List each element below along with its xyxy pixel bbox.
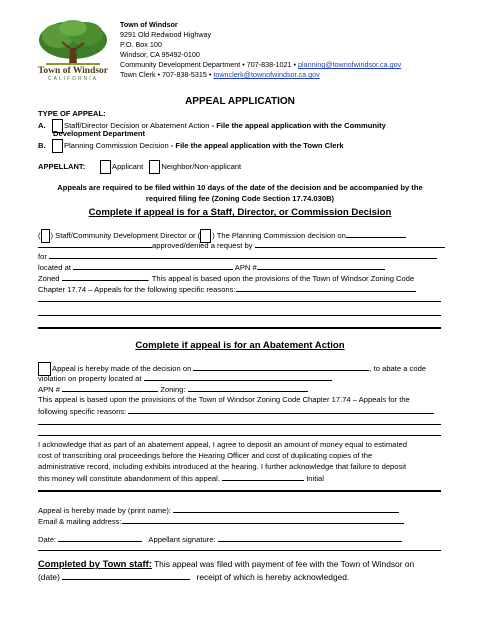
option-a-instruction: - File the appeal application with the Community (211, 121, 386, 130)
print-name-field[interactable] (173, 505, 399, 513)
apn-label: APN # (234, 263, 257, 272)
type-of-appeal-label: TYPE OF APPEAL: (38, 109, 106, 118)
abatement-basis-line: This appeal is based upon the provisions of the Town of Windsor Zoning Code Chapter 17.74 – Appeals for the (38, 395, 410, 404)
for-row (38, 251, 437, 262)
requester-field[interactable] (255, 240, 445, 248)
violation-location-field[interactable] (144, 373, 332, 381)
date-label: Date: (38, 535, 57, 544)
abatement-reasons-label: following specific reasons: (38, 407, 127, 416)
appeal-type-b-checkbox[interactable] (52, 139, 63, 153)
signature-field[interactable] (218, 534, 402, 542)
staff-heading: Completed by Town staff: (38, 558, 152, 569)
staff-date-row (38, 572, 349, 582)
email-address-row (38, 516, 404, 527)
planning-commission-label: ) The Planning Commission decision on (212, 231, 346, 240)
abatement-decision-field[interactable] (193, 363, 369, 371)
page-title: APPEAL APPLICATION (185, 96, 295, 107)
clerk-contact-text: Town Clerk • 707-838-5315 • (120, 70, 214, 79)
violation-label: violation on property located at (38, 374, 142, 383)
abatement-apn-label: APN # (38, 385, 60, 394)
zoned-row (38, 273, 414, 284)
town-logo (36, 18, 110, 82)
acknowledgement-divider (38, 490, 441, 492)
reasons-field[interactable] (236, 284, 416, 292)
for-label: for (38, 252, 47, 261)
cdd-email-link[interactable]: planning@townofwindsor.ca.gov (298, 60, 402, 69)
logo-name: Town of Windsor (37, 66, 109, 76)
apn-field[interactable] (257, 262, 385, 270)
appellant-label: APPELLANT: (38, 162, 86, 171)
abatement-reasons-line-2[interactable] (38, 435, 441, 436)
print-name-label: Appeal is hereby made by (print name): (38, 506, 171, 515)
located-at-label: located at (38, 263, 71, 272)
option-b-instruction: - File the appeal application with the Town Clerk (170, 141, 344, 150)
reasons-label: Chapter 17.74 – Appeals for the following specific reasons: (38, 285, 236, 294)
acknowledgement-line3: administrative record, including exhibits introduced at the hearing. I further acknowledge that failure to deposit (38, 462, 407, 471)
signature-label: Appellant signature: (148, 535, 216, 544)
date-signature-row (38, 534, 402, 545)
reasons-row (38, 284, 416, 295)
staff-date-field[interactable] (62, 572, 190, 580)
abatement-reasons-row (38, 406, 434, 417)
abatement-decision-label: Appeal is hereby made of the decision on (52, 364, 192, 373)
org-name: Town of Windsor (120, 20, 178, 29)
receipt-text: receipt of which is hereby acknowledged. (196, 572, 350, 582)
applicant-checkbox[interactable] (100, 160, 111, 174)
zoned-field[interactable] (62, 273, 148, 281)
applicant-label: Applicant (112, 162, 144, 171)
email-address-field[interactable] (122, 516, 404, 524)
reasons-line-3[interactable] (38, 327, 441, 329)
logo-subtitle: CALIFORNIA (47, 76, 98, 82)
staff-date-label: (date) (38, 572, 60, 582)
violation-row (38, 373, 332, 384)
zoned-label: Zoned (38, 274, 60, 283)
option-a-instruction-cont: Development Department (53, 129, 145, 138)
initial-field[interactable] (222, 473, 304, 481)
appellant-row (38, 160, 241, 174)
email-address-label: Email & mailing address: (38, 517, 122, 526)
oak-tree-icon (36, 18, 110, 66)
section-abatement-heading: Complete if appeal is for an Abatement Action (135, 340, 345, 351)
print-name-row (38, 505, 399, 516)
option-a-letter: A. (38, 121, 46, 130)
request-for-field[interactable] (49, 251, 437, 259)
reasons-line-2[interactable] (38, 315, 441, 316)
staff-filed-text: This appeal was filed with payment of fee with the Town of Windsor on (151, 559, 415, 569)
abatement-apn-field[interactable] (62, 384, 158, 392)
filing-notice-line2: required filing fee (Zoning Code Section 17.74.030B) (145, 194, 335, 203)
clerk-contact (120, 70, 320, 79)
abatement-apn-row (38, 384, 308, 395)
paren-open-1: ( (38, 231, 41, 240)
neighbor-label: Neighbor/Non-applicant (161, 162, 242, 171)
filing-notice-line1: Appeals are required to be filed within 10 days of the date of the decision and be accompanied by the (57, 183, 423, 192)
section-decision-heading: Complete if appeal is for a Staff, Director, or Commission Decision (88, 207, 392, 218)
location-row (38, 262, 385, 273)
neighbor-checkbox[interactable] (149, 160, 160, 174)
cdd-contact-text: Community Development Department • 707-838-1021 • (120, 60, 299, 69)
option-b-letter: B. (38, 141, 46, 150)
approved-denied-label: approved/denied a request by (152, 241, 253, 250)
decision-date-field[interactable] (346, 230, 406, 238)
address-line3: Windsor, CA 95492-0100 (120, 50, 200, 59)
acknowledgement-row4 (38, 473, 324, 484)
zoning-code-text: . This appeal is based upon the provisions of the Town of Windsor Zoning Code (147, 274, 415, 283)
acknowledgement-line1: I acknowledge that as part of an abatement appeal, I agree to deposit an amount of money equal to estimated (38, 440, 407, 449)
cdd-contact (120, 60, 401, 69)
staff-row (38, 559, 414, 569)
abate-code-label: , to abate a code (369, 364, 427, 373)
address-line1: 9291 Old Redwood Highway (120, 30, 212, 39)
address-line2: P.O. Box 100 (120, 40, 162, 49)
decision-blank-field[interactable] (38, 240, 152, 248)
initial-label: Initial (306, 474, 324, 483)
zoning-label: Zoning: (160, 385, 186, 394)
date-field[interactable] (58, 534, 142, 542)
staff-director-label: ) Staff/Community Development Director or ( (50, 231, 201, 240)
abatement-zoning-field[interactable] (188, 384, 308, 392)
reasons-line-1[interactable] (38, 301, 441, 302)
option-b-text: Planning Commission Decision (64, 141, 169, 150)
request-row (38, 240, 445, 251)
option-a-text: Staff/Director Decision or Abatement Action (64, 121, 210, 130)
acknowledgement-line4: this money will constitute abandonment of this appeal. (38, 474, 220, 483)
abatement-reasons-field[interactable] (128, 406, 434, 414)
signature-divider (38, 550, 441, 551)
abatement-reasons-line-1[interactable] (38, 424, 441, 425)
location-field[interactable] (73, 262, 233, 270)
clerk-email-link[interactable]: townclerk@townofwindsor.ca.gov (213, 70, 320, 79)
appeal-type-b (38, 139, 344, 153)
acknowledgement-line2: cost of transcribing oral proceedings before the Hearing Officer and cost of duplicating copies of the (38, 451, 373, 460)
